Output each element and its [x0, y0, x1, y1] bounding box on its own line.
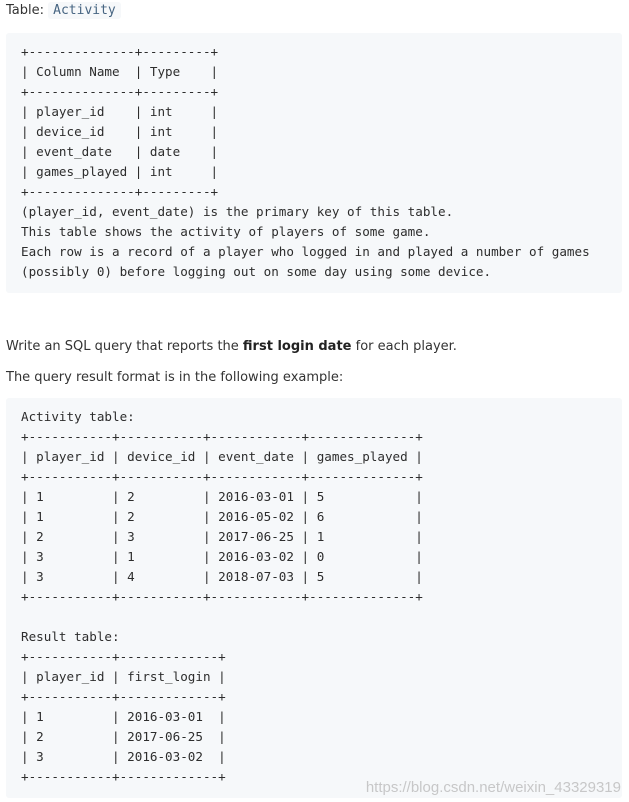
example-text: Activity table: +-----------+-----------+------------+--------------+ | player_id | device_id | event_date | games_played | +-----------+-----------+------------+--------------+ | 1 | 2 | 2016-03-01 | 5 | | 1 | 2 | 2016-05-02 | 6 | | 2 | 3 | 2017-06-25 | 1 | | 3 | 1 | 2016-03-02 | 0 | | 3 | 4 | 2018-07-03 | 5 | +-----------+-----------+------------+--------------+ Result table: +-----------+-------------+ | player_id | first_login | +-----------+-------------+ | 1 | 2016-03-01 | | 2 | 2017-06-25 | | 3 | 2016-03-02 | +-----------+-------------+ [21, 409, 423, 784]
format-note: The query result format is in the following example: [6, 370, 344, 385]
question-bold: first login date [242, 339, 352, 354]
watermark: https://blog.csdn.net/weixin_43329319 [365, 779, 621, 796]
question-paragraph [6, 339, 457, 354]
table-name-code: Activity [48, 2, 121, 19]
example-code-block [6, 398, 622, 798]
schema-text: +--------------+---------+ | Column Name | Type | +--------------+---------+ | player_id | int | | device_id | int | | event_date | date | | games_played | int | +--------------+---------+ (player_id, event_date) is the primary key of this table. This table shows the activity of players of some game. Each row is a record of a player who logged in and played a number of games (possibly 0) before logging out on some day using some device. [21, 44, 590, 279]
table-caption [6, 3, 121, 18]
question-prefix: Write an SQL query that reports the [6, 339, 243, 354]
question-suffix: for each player. [351, 339, 457, 354]
table-label: Table: [6, 3, 44, 18]
schema-code-block [6, 33, 622, 293]
